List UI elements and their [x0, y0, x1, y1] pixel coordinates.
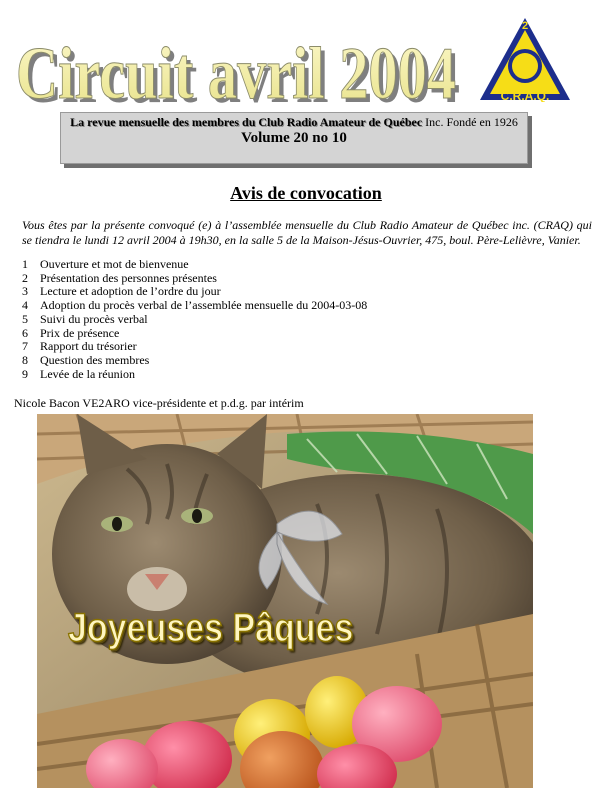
photo-caption: Joyeuses Pâques	[68, 606, 354, 650]
agenda-item	[22, 340, 522, 354]
agenda-text: Prix de présence	[40, 325, 120, 340]
volume-number: Volume 20 no 10	[241, 130, 347, 146]
agenda-number: 7	[22, 339, 28, 354]
agenda-item	[22, 299, 522, 313]
agenda-item	[22, 327, 522, 341]
agenda-text: Question des membres	[40, 352, 150, 367]
agenda-text: Suivi du procès verbal	[40, 311, 148, 326]
agenda-number: 2	[22, 270, 28, 285]
section-heading: Avis de convocation	[230, 183, 382, 203]
agenda-text: Rapport du trésorier	[40, 339, 137, 354]
logo-initials: C.R.A.Q.	[500, 89, 550, 102]
agenda-text: Levée de la réunion	[40, 366, 135, 381]
agenda-item	[22, 354, 522, 368]
subtitle-bold: La revue mensuelle des membres du Club Radio Amateur de Québec	[70, 115, 423, 129]
agenda-item	[22, 285, 522, 299]
subtitle-line	[61, 115, 527, 130]
agenda-item	[22, 313, 522, 327]
agenda-item	[22, 258, 522, 272]
agenda-number: 8	[22, 352, 28, 367]
agenda-text: Adoption du procès verbal de l’assemblée mensuelle du 2004-03-08	[40, 298, 368, 313]
agenda-number: 6	[22, 325, 28, 340]
masthead-title-text: Circuit avril 2004	[16, 33, 456, 110]
subtitle-box	[60, 112, 528, 164]
agenda-item	[22, 368, 522, 382]
intro-paragraph: Vous êtes par la présente convoqué (e) à l’assemblée mensuelle du Club Radio Amateur de Québec inc. (CRAQ) qui se tiendra le lundi 12 avril 2004 à 19h30, en la salle 5 de la Maison-Jésus-Ouvrier, 475, boul. Père-Lelièvre, Vanier.	[22, 218, 592, 247]
masthead-title	[14, 30, 464, 110]
masthead-title-shadow: Circuit avril 2004	[20, 37, 460, 110]
agenda-text: Lecture et adoption de l’ordre du jour	[40, 284, 221, 299]
agenda-number: 5	[22, 311, 28, 326]
agenda-number: 1	[22, 257, 28, 271]
subtitle-rest: Inc. Fondé en 1926	[422, 115, 518, 129]
easter-cat-photo	[37, 414, 533, 788]
agenda-list	[22, 258, 522, 381]
logo-number: 2	[521, 20, 529, 32]
masthead-graphic	[14, 30, 464, 110]
agenda-text: Ouverture et mot de bienvenue	[40, 257, 189, 271]
signature-line: Nicole Bacon VE2ARO vice-présidente et p.d.g. par intérim	[14, 396, 304, 410]
agenda-item	[22, 272, 522, 286]
craq-logo	[478, 16, 572, 102]
agenda-number: 9	[22, 366, 28, 381]
agenda-number: 3	[22, 284, 28, 299]
agenda-number: 4	[22, 298, 28, 313]
agenda-text: Présentation des personnes présentes	[40, 270, 217, 285]
